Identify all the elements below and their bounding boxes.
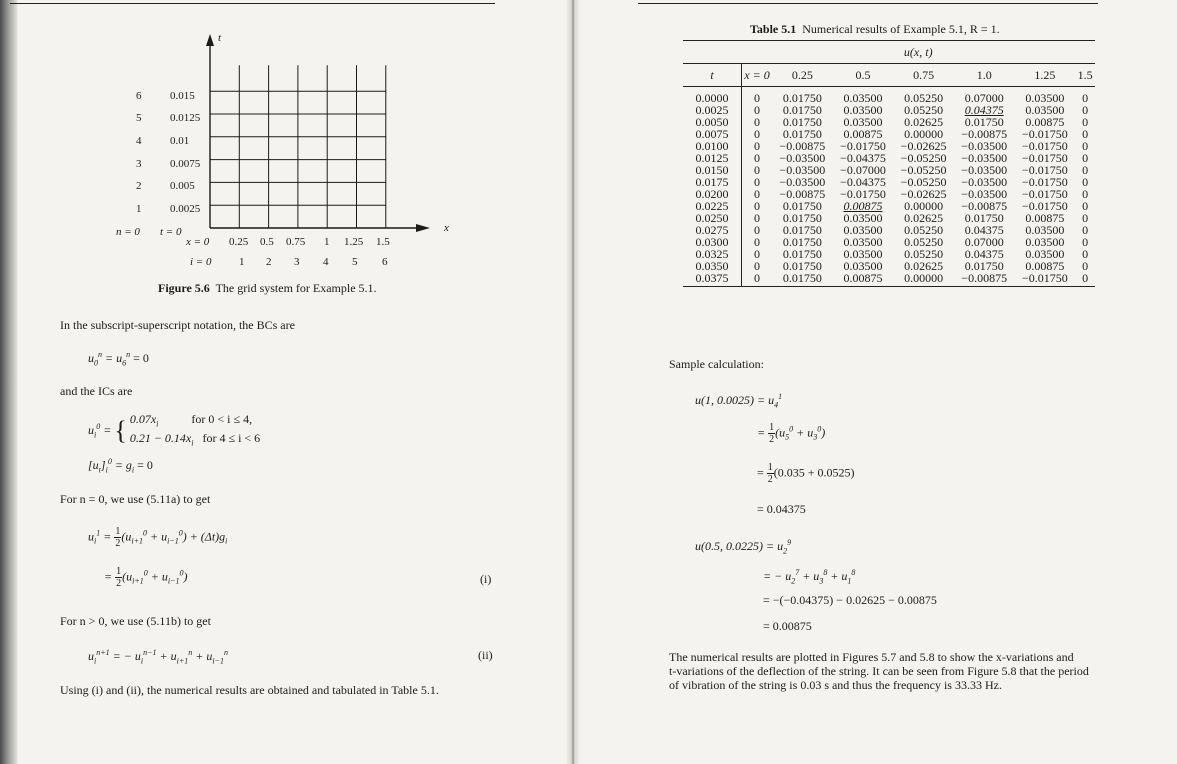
table-header-x: 0.25 bbox=[772, 64, 833, 87]
table-cell-value: 0.01750 bbox=[782, 211, 822, 225]
n-label: 1 bbox=[136, 203, 142, 215]
table-cell-value: 0 bbox=[1075, 272, 1095, 287]
right-page bbox=[580, 0, 1177, 764]
table-header-x: x = 0 bbox=[742, 64, 773, 87]
table-cell-value: −0.04375 bbox=[840, 175, 886, 189]
table-cell-value: −0.01750 bbox=[1021, 139, 1068, 153]
conclusion-line-1: The numerical results are plotted in Figures 5.7 and 5.8 to show the x-variations and bbox=[669, 650, 1074, 664]
table-cell-value: 0 bbox=[1082, 175, 1089, 189]
table-cell-value: 0 bbox=[1082, 211, 1089, 225]
x-tick-label: 1 bbox=[324, 236, 330, 248]
table-cell-value: 0 bbox=[754, 199, 760, 213]
table-cell-t: 0.0100 bbox=[683, 140, 742, 152]
table-cell-t: 0.0225 bbox=[683, 200, 742, 212]
table-cell-value: 0.00875 bbox=[1025, 115, 1065, 129]
table-cell-value: −0.01750 bbox=[1021, 163, 1068, 177]
table-cell-value: 0.01750 bbox=[782, 103, 822, 117]
table-cell-value: 0.00875 bbox=[843, 127, 883, 141]
table-cell-value: 0.03500 bbox=[843, 91, 883, 105]
table-cell-value: 0 bbox=[754, 91, 760, 105]
equation-tag-ii: (ii) bbox=[478, 648, 493, 662]
i-tick-label: 5 bbox=[352, 256, 358, 268]
table-cell-value: −0.02625 bbox=[900, 187, 947, 201]
table-cell-value: 0 bbox=[754, 151, 760, 165]
table-cell-value: 0 bbox=[754, 163, 760, 177]
left-binding-shadow bbox=[0, 0, 18, 764]
x-tick-label: 1.5 bbox=[376, 236, 390, 248]
table-cell-value: 0 bbox=[754, 115, 760, 129]
bc-equation: $u_0^n = u_6^n = 0$ bbox=[88, 350, 149, 368]
table-cell-value: −0.01750 bbox=[1021, 187, 1068, 201]
table-cell-value: 0.00875 bbox=[833, 272, 894, 287]
table-cell-value: −0.01750 bbox=[1021, 199, 1068, 213]
table-cell-value: −0.00875 bbox=[961, 199, 1008, 213]
x-tick-label: x = 0 bbox=[186, 236, 210, 248]
ic-case-1-condition: for 0 < i ≤ 4, bbox=[191, 412, 253, 426]
table-header-t: t bbox=[683, 64, 742, 87]
table-cell-t: 0.0125 bbox=[683, 152, 742, 164]
ic-equation: $u_i^0$ = { $0.07x_i$ for 0 < i ≤ 4, $0.21 - 0.14x_i$ for 4 ≤ i < 6 bbox=[88, 412, 260, 451]
i-tick-label: 3 bbox=[294, 256, 300, 268]
table-cell-t: 0.0250 bbox=[683, 212, 742, 224]
x-axis-label: x bbox=[444, 222, 449, 234]
t-tick-label: 0.0125 bbox=[170, 112, 201, 124]
table-cell-value: 0 bbox=[1082, 163, 1089, 177]
ic-cases: $0.07x_i$ for 0 < i ≤ 4, $0.21 - 0.14x_i$ for 4 ≤ i < 6 bbox=[129, 412, 261, 448]
t-tick-label: 0.01 bbox=[170, 135, 190, 147]
table-cell-t: 0.0300 bbox=[683, 236, 742, 248]
table-cell-value: 0.03500 bbox=[843, 235, 883, 249]
table-title-text: Numerical results of Example 5.1, R = 1. bbox=[802, 22, 1000, 36]
results-summary-text: Using (i) and (ii), the numerical results are obtained and tabulated in Table 5.1. bbox=[60, 683, 439, 697]
table-cell-value: −0.04375 bbox=[840, 151, 886, 165]
table-cell-value: 0.07000 bbox=[964, 235, 1004, 249]
table-cell-value: 0.01750 bbox=[964, 115, 1004, 129]
table-cell-value: 0 bbox=[754, 127, 760, 141]
t-tick-label: t = 0 bbox=[160, 226, 182, 238]
table-cell-value: −0.03500 bbox=[961, 151, 1008, 165]
figure-caption-text: The grid system for Example 5.1. bbox=[215, 281, 377, 295]
ic-intro-text: and the ICs are bbox=[60, 384, 133, 398]
table-header-x: 0.5 bbox=[833, 64, 894, 87]
table-cell-value: 0.01750 bbox=[782, 199, 822, 213]
t-tick-label: 0.0075 bbox=[170, 158, 201, 170]
table-cell-value: −0.07000 bbox=[840, 163, 886, 177]
table-cell-value: 0 bbox=[1082, 247, 1089, 261]
table-cell-value: 0 bbox=[1082, 115, 1089, 129]
table-cell-value: 0.02625 bbox=[904, 211, 944, 225]
table-cell-value: 0.01750 bbox=[782, 235, 822, 249]
table-cell-t: 0.0350 bbox=[683, 260, 742, 272]
table-cell-value: 0 bbox=[1082, 223, 1089, 237]
table-cell-value: 0 bbox=[1082, 91, 1089, 105]
figure-caption-label: Figure 5.6 bbox=[158, 281, 210, 295]
table-cell-value: −0.02625 bbox=[900, 139, 947, 153]
ic-derivative-rhs: = 0 bbox=[137, 458, 153, 472]
sample-calculation-label: Sample calculation: bbox=[669, 357, 764, 371]
table-cell-value: 0.01750 bbox=[782, 127, 822, 141]
calc2-line2: = − $u_2^7 + u_3^8 + u_1^8$ bbox=[763, 568, 856, 586]
table-cell-value: 0.03500 bbox=[1025, 235, 1065, 249]
table-cell-value: 0.04375 bbox=[964, 247, 1004, 261]
table-cell-value: −0.01750 bbox=[840, 187, 886, 201]
table-cell-value: 0.01750 bbox=[964, 211, 1004, 225]
table-cell-value: 0.05250 bbox=[904, 91, 944, 105]
table-cell-value: 0.02625 bbox=[904, 259, 944, 273]
bc-intro-text: In the subscript-superscript notation, the BCs are bbox=[60, 318, 295, 332]
calc1-line2: = $\frac{1}{2}$ $(u_5^0 + u_3^0)$ bbox=[757, 422, 826, 445]
table-cell-value: 0 bbox=[754, 139, 760, 153]
table-row bbox=[683, 87, 1095, 105]
table-cell-value: 0 bbox=[1082, 235, 1089, 249]
table-body bbox=[683, 87, 1095, 287]
table-cell-t: 0.0175 bbox=[683, 176, 742, 188]
table-cell-value: 0.01750 bbox=[782, 259, 822, 273]
table-cell-value: 0.00000 bbox=[904, 199, 944, 213]
table-cell-value: −0.01750 bbox=[1021, 175, 1068, 189]
t-axis-arrow bbox=[206, 34, 214, 46]
table-cell-value: 0 bbox=[754, 247, 760, 261]
x-tick-label: 0.75 bbox=[286, 236, 306, 248]
n0-equation-line1: $u_i^1$ = $\frac{1}{2}$ $(u_{i+1}^0 + u_{i-1}^0) + (\Delta t)g_i$ bbox=[88, 526, 228, 549]
table-cell-value: 0.00875 bbox=[1025, 211, 1065, 225]
table-cell-value: −0.03500 bbox=[779, 151, 826, 165]
table-cell-value: −0.03500 bbox=[779, 163, 826, 177]
table-cell-value: −0.00875 bbox=[954, 272, 1015, 287]
table-cell-value: 0.01750 bbox=[782, 115, 822, 129]
x-tick-label: 1.25 bbox=[344, 236, 364, 248]
t-axis-label: t bbox=[218, 32, 222, 44]
ic-derivative-g: = g bbox=[114, 458, 132, 472]
ic-derivative-equation: $[u_t]_i^0 = g_i = 0$ bbox=[88, 457, 153, 475]
table-cell-t: 0.0000 bbox=[683, 87, 742, 105]
table-cell-value: 0 bbox=[1082, 151, 1089, 165]
table-cell-value: −0.00875 bbox=[779, 139, 826, 153]
x-axis-arrow bbox=[416, 224, 430, 232]
calc2-lhs: u(0.5, 0.0225) = bbox=[695, 539, 775, 553]
figure-caption bbox=[158, 281, 377, 295]
table-cell-value: 0.04375 bbox=[964, 103, 1004, 117]
table-cell-value: 0 bbox=[754, 103, 760, 117]
book-gutter bbox=[566, 0, 580, 764]
table-cell-value: 0.05250 bbox=[904, 223, 944, 237]
table-cell-value: −0.00875 bbox=[779, 187, 826, 201]
i-tick-label: i = 0 bbox=[190, 256, 212, 268]
table-cell-value: 0 bbox=[742, 272, 773, 287]
table-cell-value: −0.05250 bbox=[900, 175, 947, 189]
table-title bbox=[750, 22, 1000, 37]
table-cell-value: 0.00875 bbox=[1025, 259, 1065, 273]
table-cell-value: 0.02625 bbox=[904, 115, 944, 129]
table-title-label: Table 5.1 bbox=[750, 22, 797, 36]
n-label: 4 bbox=[136, 135, 142, 147]
bc-equation-rhs: = 0 bbox=[133, 351, 149, 365]
table-cell-t: 0.0150 bbox=[683, 164, 742, 176]
table-cell-value: 0 bbox=[1082, 127, 1089, 141]
table-cell-value: 0.03500 bbox=[843, 247, 883, 261]
table-cell-t: 0.0375 bbox=[683, 272, 742, 287]
t-tick-label: 0.0025 bbox=[170, 203, 201, 215]
i-tick-label: 2 bbox=[266, 256, 272, 268]
ic-case-1: 0.07x bbox=[129, 412, 157, 426]
table-cell-value: −0.05250 bbox=[900, 163, 947, 177]
table-cell-value: 0.05250 bbox=[904, 247, 944, 261]
table-cell-value: −0.03500 bbox=[779, 175, 826, 189]
table-cell-value: 0.01750 bbox=[964, 259, 1004, 273]
table-cell-value: 0.03500 bbox=[1025, 247, 1065, 261]
t-tick-label: 0.005 bbox=[170, 180, 195, 192]
table-cell-value: 0.03500 bbox=[843, 223, 883, 237]
ic-case-2: 0.21 − 0.14x bbox=[129, 431, 192, 446]
table-cell-value: 0.03500 bbox=[843, 115, 883, 129]
table-cell-value: −0.01750 bbox=[1021, 151, 1068, 165]
table-cell-value: 0.01750 bbox=[782, 223, 822, 237]
table-cell-value: 0 bbox=[1082, 187, 1089, 201]
table-cell-value: −0.03500 bbox=[961, 139, 1008, 153]
table-cell-value: 0.03500 bbox=[1025, 103, 1065, 117]
table-cell-value: 0.00000 bbox=[904, 127, 944, 141]
table-cell-value: 0.05250 bbox=[904, 235, 944, 249]
conclusion-line-3: of vibration of the string is 0.03 s and thus the frequency is 33.33 Hz. bbox=[669, 678, 1002, 692]
equation-tag-i: (i) bbox=[480, 572, 492, 586]
calc2-line3: = −(−0.04375) − 0.02625 − 0.00875 bbox=[763, 593, 937, 607]
table-cell-t: 0.0075 bbox=[683, 128, 742, 140]
table-cell-value: 0 bbox=[1082, 259, 1089, 273]
i-tick-label: 4 bbox=[323, 256, 329, 268]
calc2-result: = 0.00875 bbox=[763, 619, 812, 633]
table-cell-value: 0 bbox=[754, 223, 760, 237]
table-header-x: 1.5 bbox=[1075, 64, 1095, 87]
calc2-line1: u(0.5, $0.0225) = u_2^9$ bbox=[695, 538, 792, 556]
table-cell-value: 0 bbox=[1082, 103, 1089, 117]
table-cell-value: 0.00875 bbox=[843, 199, 883, 213]
ic-brace: { bbox=[114, 416, 127, 446]
conclusion-line-2: t-variations of the deflection of the string. It can be seen from Figure 5.8 that the period bbox=[669, 664, 1089, 678]
grid-figure bbox=[108, 28, 468, 278]
table-cell-t: 0.0325 bbox=[683, 248, 742, 260]
table-cell-t: 0.0025 bbox=[683, 104, 742, 116]
table-cell-value: −0.01750 bbox=[840, 139, 886, 153]
t-tick-label: 0.015 bbox=[170, 90, 195, 102]
table-cell-value: 0 bbox=[1082, 139, 1089, 153]
i-tick-label: 1 bbox=[239, 256, 245, 268]
n0-equation-line2: = $\frac{1}{2}$ $(u_{i+1}^0 + u_{i-1}^0)$ bbox=[104, 566, 188, 589]
table-cell-t: 0.0275 bbox=[683, 224, 742, 236]
table-cell-value: 0.05250 bbox=[904, 103, 944, 117]
table-cell-value: 0.03500 bbox=[1025, 223, 1065, 237]
i-tick-label: 6 bbox=[382, 256, 388, 268]
table-cell-value: 0.03500 bbox=[1025, 91, 1065, 105]
table-cell-value: 0.03500 bbox=[843, 211, 883, 225]
table-cell-value: 0 bbox=[754, 259, 760, 273]
results-table-wrap bbox=[683, 40, 1095, 287]
x-tick-label: 0.25 bbox=[229, 236, 249, 248]
n0-intro-text: For n = 0, we use (5.11a) to get bbox=[60, 492, 211, 506]
table-cell-value: −0.01750 bbox=[1015, 272, 1076, 287]
ic-case-2-condition: for 4 ≤ i < 6 bbox=[202, 431, 261, 446]
table-cell-value: −0.03500 bbox=[961, 187, 1008, 201]
table-cell-value: −0.03500 bbox=[961, 163, 1008, 177]
calc1-result: = 0.04375 bbox=[757, 502, 806, 516]
table-cell-value: 0.03500 bbox=[843, 259, 883, 273]
x-tick-label: 0.5 bbox=[260, 236, 274, 248]
table-header-x: 1.25 bbox=[1015, 64, 1076, 87]
n-label: n = 0 bbox=[116, 226, 140, 238]
n-positive-intro-text: For n > 0, we use (5.11b) to get bbox=[60, 614, 211, 628]
left-page bbox=[18, 0, 566, 764]
table-cell-value: −0.05250 bbox=[900, 151, 947, 165]
table-cell-value: 0.03500 bbox=[843, 103, 883, 117]
table-cell-value: 0.01750 bbox=[772, 272, 833, 287]
table-cell-value: 0.07000 bbox=[964, 91, 1004, 105]
calc1-lhs: u(1, 0.0025) = bbox=[695, 393, 766, 407]
table-cell-value: 0 bbox=[754, 211, 760, 225]
table-cell-value: 0.00000 bbox=[893, 272, 954, 287]
table-cell-value: 0 bbox=[754, 187, 760, 201]
table-cell-value: 0.01750 bbox=[782, 247, 822, 261]
table-cell-value: 0.04375 bbox=[964, 223, 1004, 237]
results-table bbox=[683, 40, 1095, 287]
table-cell-value: 0.01750 bbox=[782, 91, 822, 105]
table-cell-value: −0.01750 bbox=[1021, 127, 1068, 141]
table-row bbox=[683, 272, 1095, 287]
n-label: 3 bbox=[136, 158, 142, 170]
n-label: 2 bbox=[136, 180, 142, 192]
table-header-x: 0.75 bbox=[893, 64, 954, 87]
table-cell-t: 0.0050 bbox=[683, 116, 742, 128]
table-cell-value: −0.03500 bbox=[961, 175, 1008, 189]
table-group-header-blank bbox=[683, 41, 742, 64]
table-cell-value: 0 bbox=[754, 235, 760, 249]
table-cell-value: −0.00875 bbox=[961, 127, 1008, 141]
table-group-header: u(x, t) bbox=[742, 41, 1096, 64]
table-cell-value: 0 bbox=[754, 175, 760, 189]
table-group-header-row bbox=[683, 41, 1095, 64]
calc1-line3: = $\frac{1}{2}$ (0.035 + 0.0525) bbox=[757, 462, 855, 485]
calc1-step2: (0.035 + 0.0525) bbox=[773, 465, 855, 480]
n-label: 6 bbox=[136, 90, 142, 102]
table-column-header-row bbox=[683, 64, 1095, 87]
calc1-line1: u(1, $0.0025) = u_4^1$ bbox=[695, 392, 783, 410]
table-header-x: 1.0 bbox=[954, 64, 1015, 87]
n-label: 5 bbox=[136, 112, 142, 124]
table-cell-value: 0 bbox=[1082, 199, 1089, 213]
table-cell-t: 0.0200 bbox=[683, 188, 742, 200]
n-positive-equation: $u_i^{n+1}$ = − $u_i^{n-1} + u_{i+1}^n + u_{i-1}^n$ bbox=[88, 648, 228, 666]
